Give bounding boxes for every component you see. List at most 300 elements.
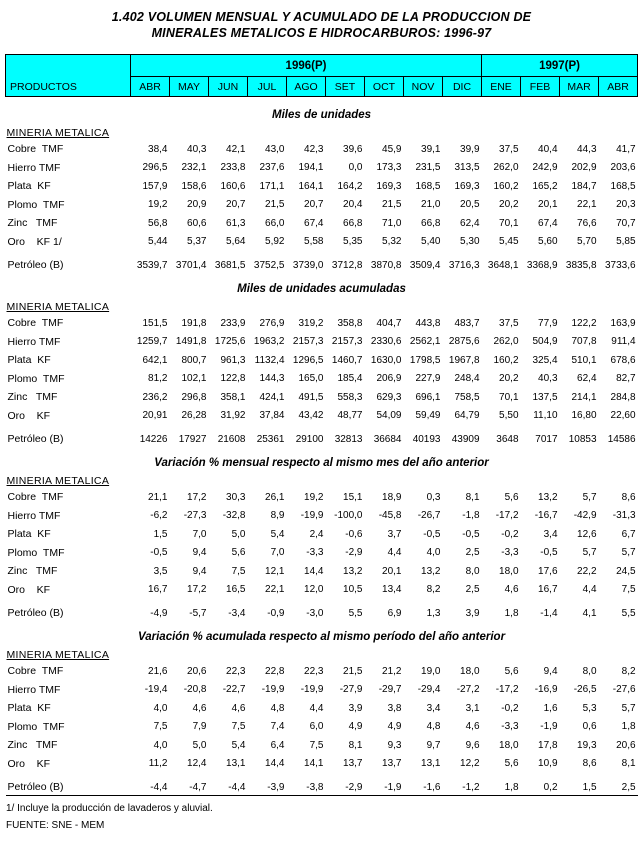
product-label: Plomo TMF [7, 546, 65, 559]
value-cell: 3509,4 [409, 259, 441, 271]
value-cell: 758,5 [454, 391, 480, 403]
value-cell: -27,3 [183, 510, 207, 522]
month-header: AGO [287, 77, 326, 97]
value-cell: 22,3 [226, 665, 246, 677]
value-cell: 5,4 [231, 739, 246, 751]
value-cell: 5,70 [577, 236, 597, 248]
value-cell: 20,4 [343, 199, 363, 211]
value-cell: 37,5 [499, 317, 519, 329]
value-cell: 48,77 [337, 410, 363, 422]
value-cell: -1,9 [365, 773, 404, 796]
table-row [6, 755, 638, 774]
value-cell: 60,6 [187, 217, 207, 229]
value-cell: 8,1 [348, 739, 363, 751]
product-label: Hierro TMF [7, 335, 61, 348]
table-row [6, 488, 638, 507]
value-cell: -31,3 [612, 510, 636, 522]
value-cell: 5,32 [382, 236, 402, 248]
value-cell: 22,1 [265, 584, 285, 596]
table-row [6, 388, 638, 407]
production-table [5, 54, 638, 796]
value-cell: 358,1 [220, 391, 246, 403]
value-cell: 4,0 [426, 547, 441, 559]
value-cell: 16,5 [226, 584, 246, 596]
value-cell: 3752,5 [253, 259, 285, 271]
value-cell: 5,58 [304, 236, 324, 248]
value-cell: 3835,8 [565, 259, 597, 271]
value-cell: 319,2 [298, 317, 324, 329]
value-cell: -5,7 [189, 607, 207, 619]
value-cell: 233,9 [220, 317, 246, 329]
value-cell: -19,9 [300, 510, 324, 522]
value-cell: 164,1 [298, 180, 324, 192]
value-cell: 4,9 [387, 721, 402, 733]
value-cell: 20,5 [460, 199, 480, 211]
section-title-row [6, 97, 638, 125]
value-cell: 12,0 [304, 584, 324, 596]
value-cell: 14,4 [304, 565, 324, 577]
group-label-row [6, 298, 638, 314]
value-cell: -4,4 [209, 773, 248, 796]
value-cell: 81,2 [148, 373, 168, 385]
value-cell: 6,7 [621, 528, 636, 540]
value-cell: 9,4 [192, 547, 207, 559]
value-cell: 232,1 [181, 162, 207, 174]
table-row [6, 351, 638, 370]
value-cell: 1630,0 [370, 354, 402, 366]
value-cell: 37,5 [499, 143, 519, 155]
value-cell: 13,1 [421, 758, 441, 770]
value-cell: 40,3 [538, 373, 558, 385]
value-cell: 7,5 [153, 721, 168, 733]
value-cell: 296,5 [142, 162, 168, 174]
table-row [6, 544, 638, 563]
value-cell: 54,09 [376, 410, 402, 422]
value-cell: 296,8 [181, 391, 207, 403]
value-cell: 6,4 [270, 739, 285, 751]
month-header: ABR [131, 77, 170, 97]
month-header: OCT [365, 77, 404, 97]
value-cell: 5,85 [616, 236, 636, 248]
product-label: Oro KF [7, 757, 51, 770]
value-cell: -0,5 [540, 547, 558, 559]
value-cell: 3701,4 [175, 259, 207, 271]
value-cell: 42,1 [226, 143, 246, 155]
value-cell: 5,6 [504, 491, 519, 503]
value-cell: 13,2 [343, 565, 363, 577]
value-cell: 5,4 [270, 528, 285, 540]
value-cell: 17,2 [187, 584, 207, 596]
value-cell: -19,4 [144, 684, 168, 696]
value-cell: -4,7 [170, 773, 209, 796]
value-cell: 18,9 [382, 491, 402, 503]
table-row [6, 140, 638, 159]
value-cell: 7,0 [192, 528, 207, 540]
value-cell: 5,6 [504, 665, 519, 677]
value-cell: 4,6 [504, 584, 519, 596]
value-cell: 237,6 [259, 162, 285, 174]
value-cell: 20,7 [226, 199, 246, 211]
value-cell: 1967,8 [448, 354, 480, 366]
value-cell: 0,6 [582, 721, 597, 733]
value-cell: -27,6 [612, 684, 636, 696]
value-cell: 39,9 [460, 143, 480, 155]
product-label: Petróleo (B) [7, 433, 64, 445]
mineria-metalica-label: MINERIA METALICA [6, 475, 110, 487]
value-cell: 22,60 [610, 410, 636, 422]
value-cell: 64,79 [454, 410, 480, 422]
value-cell: 19,2 [148, 199, 168, 211]
value-cell: 20,6 [616, 739, 636, 751]
value-cell: 8,1 [621, 758, 636, 770]
table-row [6, 562, 638, 581]
value-cell: -0,2 [501, 702, 519, 714]
value-cell: -26,7 [417, 510, 441, 522]
value-cell: 43,42 [298, 410, 324, 422]
section-title: Miles de unidades [272, 109, 372, 121]
value-cell: 629,3 [376, 391, 402, 403]
value-cell: 9,4 [192, 565, 207, 577]
value-cell: 5,6 [504, 758, 519, 770]
footnote-1: 1/ Incluye la producción de lavaderos y aluvial. [6, 803, 213, 814]
value-cell: 5,44 [148, 236, 168, 248]
value-cell: -1,8 [462, 510, 480, 522]
value-cell: -0,5 [423, 528, 441, 540]
value-cell: 13,1 [226, 758, 246, 770]
value-cell: 206,9 [376, 373, 402, 385]
value-cell: 194,1 [298, 162, 324, 174]
value-cell: 66,0 [265, 217, 285, 229]
table-row [6, 333, 638, 352]
table-row [6, 407, 638, 426]
value-cell: 1,5 [560, 773, 599, 796]
value-cell: 8,6 [621, 491, 636, 503]
value-cell: 4,4 [387, 547, 402, 559]
value-cell: 20,2 [499, 373, 519, 385]
value-cell: -20,8 [183, 684, 207, 696]
value-cell: 0,0 [348, 162, 363, 174]
value-cell: 911,4 [611, 336, 636, 348]
value-cell: 14,1 [304, 758, 324, 770]
value-cell: 26,28 [181, 410, 207, 422]
value-cell: -100,0 [334, 510, 363, 522]
value-cell: 4,8 [270, 702, 285, 714]
value-cell: 443,8 [415, 317, 441, 329]
value-cell: 9,6 [465, 739, 480, 751]
value-cell: 242,9 [532, 162, 558, 174]
month-header: ABR [599, 77, 638, 97]
value-cell: 169,3 [454, 180, 480, 192]
month-header: JUN [209, 77, 248, 97]
product-label: Oro KF 1/ [7, 235, 62, 248]
products-column-header: PRODUCTOS [6, 55, 131, 97]
value-cell: 5,64 [226, 236, 246, 248]
value-cell: 21,5 [382, 199, 402, 211]
value-cell: 44,3 [577, 143, 597, 155]
value-cell: 358,8 [337, 317, 363, 329]
value-cell: 40193 [412, 433, 441, 445]
value-cell: 313,5 [454, 162, 480, 174]
value-cell: -2,9 [326, 773, 365, 796]
value-cell: 284,8 [610, 391, 636, 403]
value-cell: 37,84 [259, 410, 285, 422]
value-cell: 5,0 [192, 739, 207, 751]
value-cell: -29,7 [378, 684, 402, 696]
value-cell: 424,1 [259, 391, 285, 403]
value-cell: 248,4 [454, 373, 480, 385]
value-cell: -1,6 [404, 773, 443, 796]
table-row [6, 233, 638, 252]
value-cell: -3,4 [228, 607, 246, 619]
section-3 [6, 445, 638, 619]
value-cell: 202,9 [571, 162, 597, 174]
value-cell: 22,3 [304, 665, 324, 677]
value-cell: -2,9 [345, 547, 363, 559]
value-cell: 1725,6 [214, 336, 246, 348]
value-cell: 2,5 [465, 547, 480, 559]
value-cell: 4,0 [153, 702, 168, 714]
value-cell: 1,8 [482, 773, 521, 796]
value-cell: 20,3 [616, 199, 636, 211]
mineria-metalica-label: MINERIA METALICA [6, 649, 110, 661]
value-cell: 4,0 [153, 739, 168, 751]
value-cell: 5,37 [187, 236, 207, 248]
product-label: Hierro TMF [7, 161, 61, 174]
value-cell: 45,9 [382, 143, 402, 155]
value-cell: -1,2 [443, 773, 482, 796]
value-cell: -3,3 [501, 721, 519, 733]
value-cell: 7,4 [270, 721, 285, 733]
value-cell: 21,0 [421, 199, 441, 211]
value-cell: -17,2 [495, 684, 519, 696]
value-cell: 21,2 [382, 665, 402, 677]
value-cell: 70,1 [499, 217, 519, 229]
month-header: DIC [443, 77, 482, 97]
mineria-metalica-label: MINERIA METALICA [6, 127, 110, 139]
value-cell: 11,2 [148, 758, 168, 770]
value-cell: 1963,2 [253, 336, 285, 348]
value-cell: 1460,7 [331, 354, 363, 366]
value-cell: 3368,9 [526, 259, 558, 271]
value-cell: 3,4 [543, 528, 558, 540]
value-cell: 4,6 [192, 702, 207, 714]
product-label: Hierro TMF [7, 683, 61, 696]
value-cell: 233,8 [220, 162, 246, 174]
table-row [6, 507, 638, 526]
value-cell: 62,4 [577, 373, 597, 385]
section-2 [6, 271, 638, 445]
value-cell: 102,1 [181, 373, 207, 385]
value-cell: 800,7 [181, 354, 207, 366]
value-cell: 16,80 [571, 410, 597, 422]
value-cell: 5,40 [421, 236, 441, 248]
value-cell: 71,0 [382, 217, 402, 229]
value-cell: 70,7 [616, 217, 636, 229]
value-cell: -0,2 [501, 528, 519, 540]
value-cell: 3648,1 [487, 259, 519, 271]
year-header-row [6, 55, 638, 77]
value-cell: 227,9 [415, 373, 441, 385]
footnote-source: FUENTE: SNE - MEM [6, 820, 105, 831]
value-cell: 9,4 [543, 665, 558, 677]
mineria-metalica-label: MINERIA METALICA [6, 301, 110, 313]
month-header: SET [326, 77, 365, 97]
value-cell: 21,1 [148, 491, 168, 503]
value-cell: 20,1 [538, 199, 558, 211]
value-cell: 3,7 [387, 528, 402, 540]
value-cell: 14,4 [265, 758, 285, 770]
product-label: Zinc TMF [7, 565, 58, 578]
value-cell: -0,5 [462, 528, 480, 540]
value-cell: 2157,3 [331, 336, 363, 348]
value-cell: -3,8 [287, 773, 326, 796]
value-cell: 14586 [607, 433, 636, 445]
value-cell: 5,7 [621, 547, 636, 559]
value-cell: 696,1 [415, 391, 441, 403]
value-cell: 61,3 [226, 217, 246, 229]
value-cell: -19,9 [300, 684, 324, 696]
table-row [6, 773, 638, 796]
table-row [6, 681, 638, 700]
product-label: Cobre TMF [7, 491, 64, 504]
value-cell: 1,8 [504, 607, 519, 619]
value-cell: 1296,5 [292, 354, 324, 366]
section-title: Miles de unidades acumuladas [237, 283, 406, 295]
value-cell: 30,3 [226, 491, 246, 503]
value-cell: 160,2 [493, 180, 519, 192]
value-cell: 17,2 [187, 491, 207, 503]
product-label: Petróleo (B) [6, 773, 131, 796]
value-cell: 39,6 [343, 143, 363, 155]
value-cell: 404,7 [376, 317, 402, 329]
value-cell: 504,9 [532, 336, 558, 348]
value-cell: 137,5 [532, 391, 558, 403]
value-cell: 165,0 [298, 373, 324, 385]
value-cell: 22,2 [577, 565, 597, 577]
value-cell: 20,6 [187, 665, 207, 677]
value-cell: 9,3 [387, 739, 402, 751]
value-cell: -1,4 [540, 607, 558, 619]
table-row [6, 177, 638, 196]
value-cell: 1132,4 [254, 354, 285, 366]
value-cell: 22,1 [577, 199, 597, 211]
value-cell: 276,9 [259, 317, 285, 329]
value-cell: -3,0 [306, 607, 324, 619]
value-cell: 10853 [568, 433, 597, 445]
value-cell: 4,9 [348, 721, 363, 733]
value-cell: 4,1 [582, 607, 597, 619]
value-cell: 59,49 [415, 410, 441, 422]
value-cell: 3681,5 [214, 259, 246, 271]
section-title: Variación % mensual respecto al mismo mes del año anterior [154, 457, 489, 469]
value-cell: 5,60 [538, 236, 558, 248]
value-cell: 20,1 [382, 565, 402, 577]
product-label: Oro KF [7, 409, 51, 422]
value-cell: 77,9 [538, 317, 558, 329]
value-cell: 7,5 [309, 739, 324, 751]
value-cell: -42,9 [573, 510, 597, 522]
value-cell: 18,0 [499, 739, 519, 751]
value-cell: 25361 [256, 433, 285, 445]
value-cell: 5,7 [582, 491, 597, 503]
value-cell: 67,4 [538, 217, 558, 229]
value-cell: 32813 [334, 433, 363, 445]
value-cell: 5,7 [621, 702, 636, 714]
value-cell: 13,2 [538, 491, 558, 503]
value-cell: 231,5 [415, 162, 441, 174]
table-row [6, 196, 638, 215]
value-cell: -6,2 [150, 510, 168, 522]
value-cell: 20,7 [304, 199, 324, 211]
value-cell: 642,1 [142, 354, 168, 366]
month-header: FEB [521, 77, 560, 97]
value-cell: 1491,8 [175, 336, 207, 348]
table-row [6, 736, 638, 755]
value-cell: 3,5 [153, 565, 168, 577]
year-1997-header: 1997(P) [482, 55, 638, 77]
value-cell: 3,1 [465, 702, 480, 714]
value-cell: 13,7 [382, 758, 402, 770]
table-row [6, 251, 638, 271]
value-cell: 82,7 [616, 373, 636, 385]
value-cell: 43909 [451, 433, 480, 445]
table-row [6, 314, 638, 333]
value-cell: -0,9 [267, 607, 285, 619]
value-cell: -32,8 [222, 510, 246, 522]
value-cell: -29,4 [417, 684, 441, 696]
value-cell: 21,5 [265, 199, 285, 211]
value-cell: 483,7 [454, 317, 480, 329]
value-cell: 3,8 [387, 702, 402, 714]
value-cell: 262,0 [493, 336, 519, 348]
value-cell: -19,9 [261, 684, 285, 696]
value-cell: 16,7 [148, 584, 168, 596]
value-cell: 122,2 [571, 317, 597, 329]
month-header: MAR [560, 77, 599, 97]
value-cell: 169,3 [376, 180, 402, 192]
value-cell: -16,9 [534, 684, 558, 696]
value-cell: 4,4 [309, 702, 324, 714]
table-row [6, 525, 638, 544]
product-label: Petróleo (B) [7, 607, 64, 619]
value-cell: 7,5 [231, 721, 246, 733]
value-cell: 10,9 [538, 758, 558, 770]
value-cell: -0,5 [150, 547, 168, 559]
month-header: ENE [482, 77, 521, 97]
value-cell: 1,8 [621, 721, 636, 733]
value-cell: 185,4 [337, 373, 363, 385]
product-label: Cobre TMF [7, 665, 64, 678]
section-4 [6, 619, 638, 796]
section-title: Variación % acumulada respecto al mismo período del año anterior [138, 631, 506, 643]
table-row [6, 599, 638, 619]
value-cell: 26,1 [265, 491, 285, 503]
product-label: Zinc TMF [7, 739, 58, 752]
value-cell: 262,0 [493, 162, 519, 174]
value-cell: -45,8 [378, 510, 402, 522]
product-label: Plomo TMF [7, 198, 65, 211]
value-cell: 164,2 [337, 180, 363, 192]
group-label-row [6, 124, 638, 140]
value-cell: 961,3 [220, 354, 246, 366]
value-cell: 151,5 [142, 317, 168, 329]
value-cell: 707,8 [571, 336, 597, 348]
value-cell: -27,9 [339, 684, 363, 696]
value-cell: 29100 [295, 433, 324, 445]
value-cell: 157,9 [142, 180, 168, 192]
value-cell: 14226 [139, 433, 168, 445]
value-cell: 1,5 [153, 528, 168, 540]
